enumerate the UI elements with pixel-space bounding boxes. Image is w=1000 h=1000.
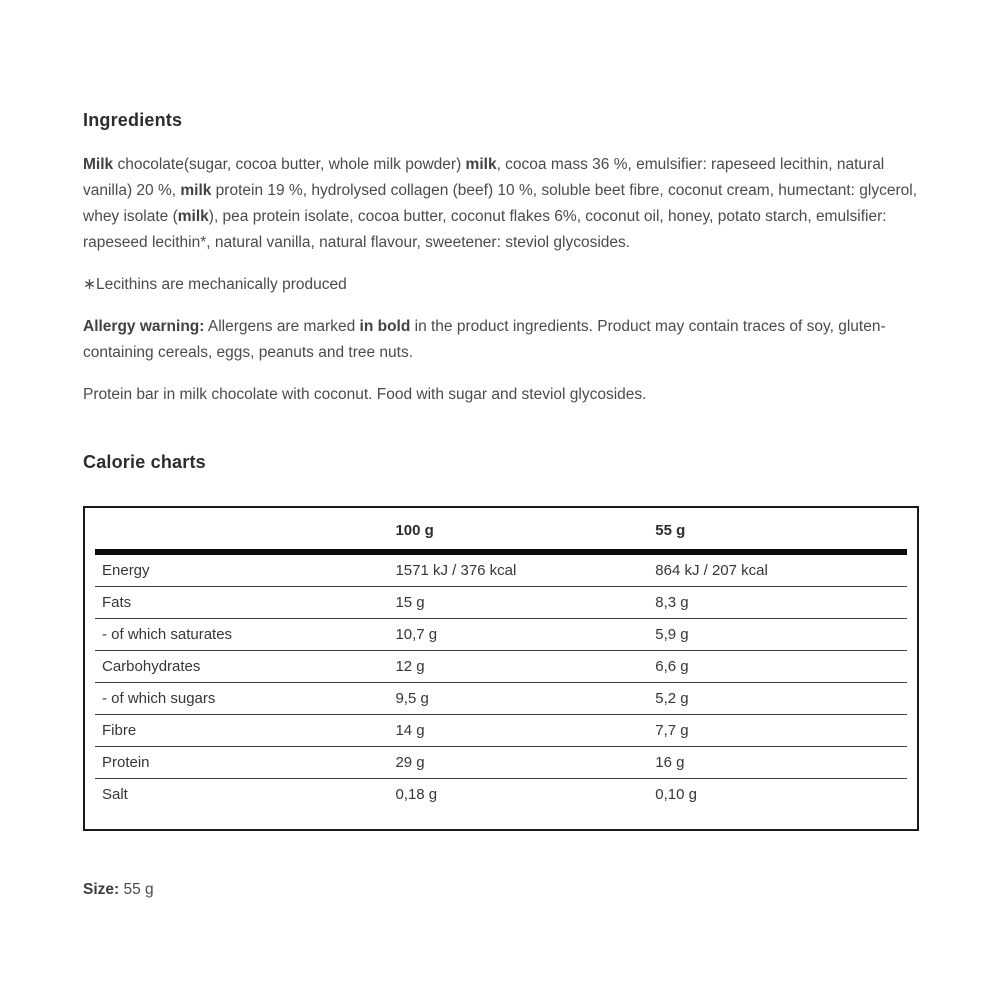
value-100g: 9,5 g [395, 690, 429, 707]
row-label: Salt [102, 786, 128, 803]
bold-text-segment: Milk [83, 156, 114, 173]
value-100g: 0,18 g [395, 786, 438, 803]
table-row [95, 715, 907, 747]
nutrition-table-body [95, 552, 907, 810]
row-label: Carbohydrates [102, 658, 201, 675]
product-description: Protein bar in milk chocolate with coconut. Food with sugar and steviol glycosides. [83, 386, 647, 403]
table-row [95, 747, 907, 779]
size-info [83, 877, 919, 903]
col-header-100g: 100 g [395, 508, 655, 552]
calorie-charts-section [83, 452, 919, 831]
value-100g: 29 g [395, 754, 425, 771]
table-row [95, 552, 907, 587]
size-label: Size: [83, 881, 120, 898]
text-segment: chocolate(sugar, cocoa butter, whole milk powder) [113, 156, 466, 173]
nutrition-table-grid [95, 508, 907, 810]
table-row [95, 587, 907, 619]
value-55g: 5,2 g [655, 690, 689, 707]
text-segment: , cocoa mass 36 %, emulsifier: rapeseed lecithin, natural vanilla) 20 %, [83, 156, 885, 199]
col-header-55g: 55 g [655, 508, 907, 552]
table-row [95, 683, 907, 715]
ingredients-heading: Ingredients [83, 110, 183, 130]
value-55g: 6,6 g [655, 658, 689, 675]
nutrition-table-header [95, 508, 907, 552]
text-segment: protein 19 %, hydrolysed collagen (beef) 10 %, soluble beet fibre, coconut cream, humectant: glycerol, whey isolate ( [83, 182, 918, 225]
value-55g: 0,10 g [655, 786, 697, 803]
value-55g: 8,3 g [655, 594, 689, 611]
text-segment: in the product ingredients. Product may contain traces of soy, gluten-containing cereals, eggs, peanuts and tree nuts. [83, 318, 886, 361]
row-label: - of which sugars [102, 690, 216, 707]
value-100g: 10,7 g [395, 626, 438, 643]
value-100g: 14 g [395, 722, 425, 739]
text-segment: Allergens are marked [204, 318, 360, 335]
col-header-empty [95, 508, 395, 552]
product-info-page [83, 0, 919, 903]
value-55g: 7,7 g [655, 722, 689, 739]
value-55g: 864 kJ / 207 kcal [655, 562, 768, 579]
row-label: Fats [102, 594, 132, 611]
size-value: 55 g [123, 881, 154, 898]
row-label: Energy [102, 562, 150, 579]
row-label: Protein [102, 754, 150, 771]
bold-text-segment: milk [177, 208, 209, 225]
value-100g: 1571 kJ / 376 kcal [395, 562, 517, 579]
allergy-warning-text [83, 314, 919, 366]
bold-text-segment: milk [180, 182, 212, 199]
text-segment: ), pea protein isolate, cocoa butter, coconut flakes 6%, coconut oil, honey, potato starch, emulsifier: rapeseed lecithin*, natural vanilla, natural flavour, sweetener: steviol glycosides. [83, 208, 887, 251]
value-100g: 15 g [395, 594, 425, 611]
ingredients-text [83, 152, 919, 256]
lecithin-note: ∗Lecithins are mechanically produced [83, 276, 347, 293]
bold-text-segment: in bold [359, 318, 411, 335]
bold-text-segment: Allergy warning: [83, 318, 205, 335]
calorie-charts-heading: Calorie charts [83, 452, 206, 472]
value-100g: 12 g [395, 658, 425, 675]
row-label: - of which saturates [102, 626, 233, 643]
nutrition-table [83, 506, 919, 831]
bold-text-segment: milk [465, 156, 497, 173]
row-label: Fibre [102, 722, 137, 739]
ingredients-section [83, 110, 919, 408]
value-55g: 5,9 g [655, 626, 689, 643]
value-55g: 16 g [655, 754, 685, 771]
table-row [95, 619, 907, 651]
table-row [95, 779, 907, 811]
header-row [95, 508, 907, 552]
table-row [95, 651, 907, 683]
